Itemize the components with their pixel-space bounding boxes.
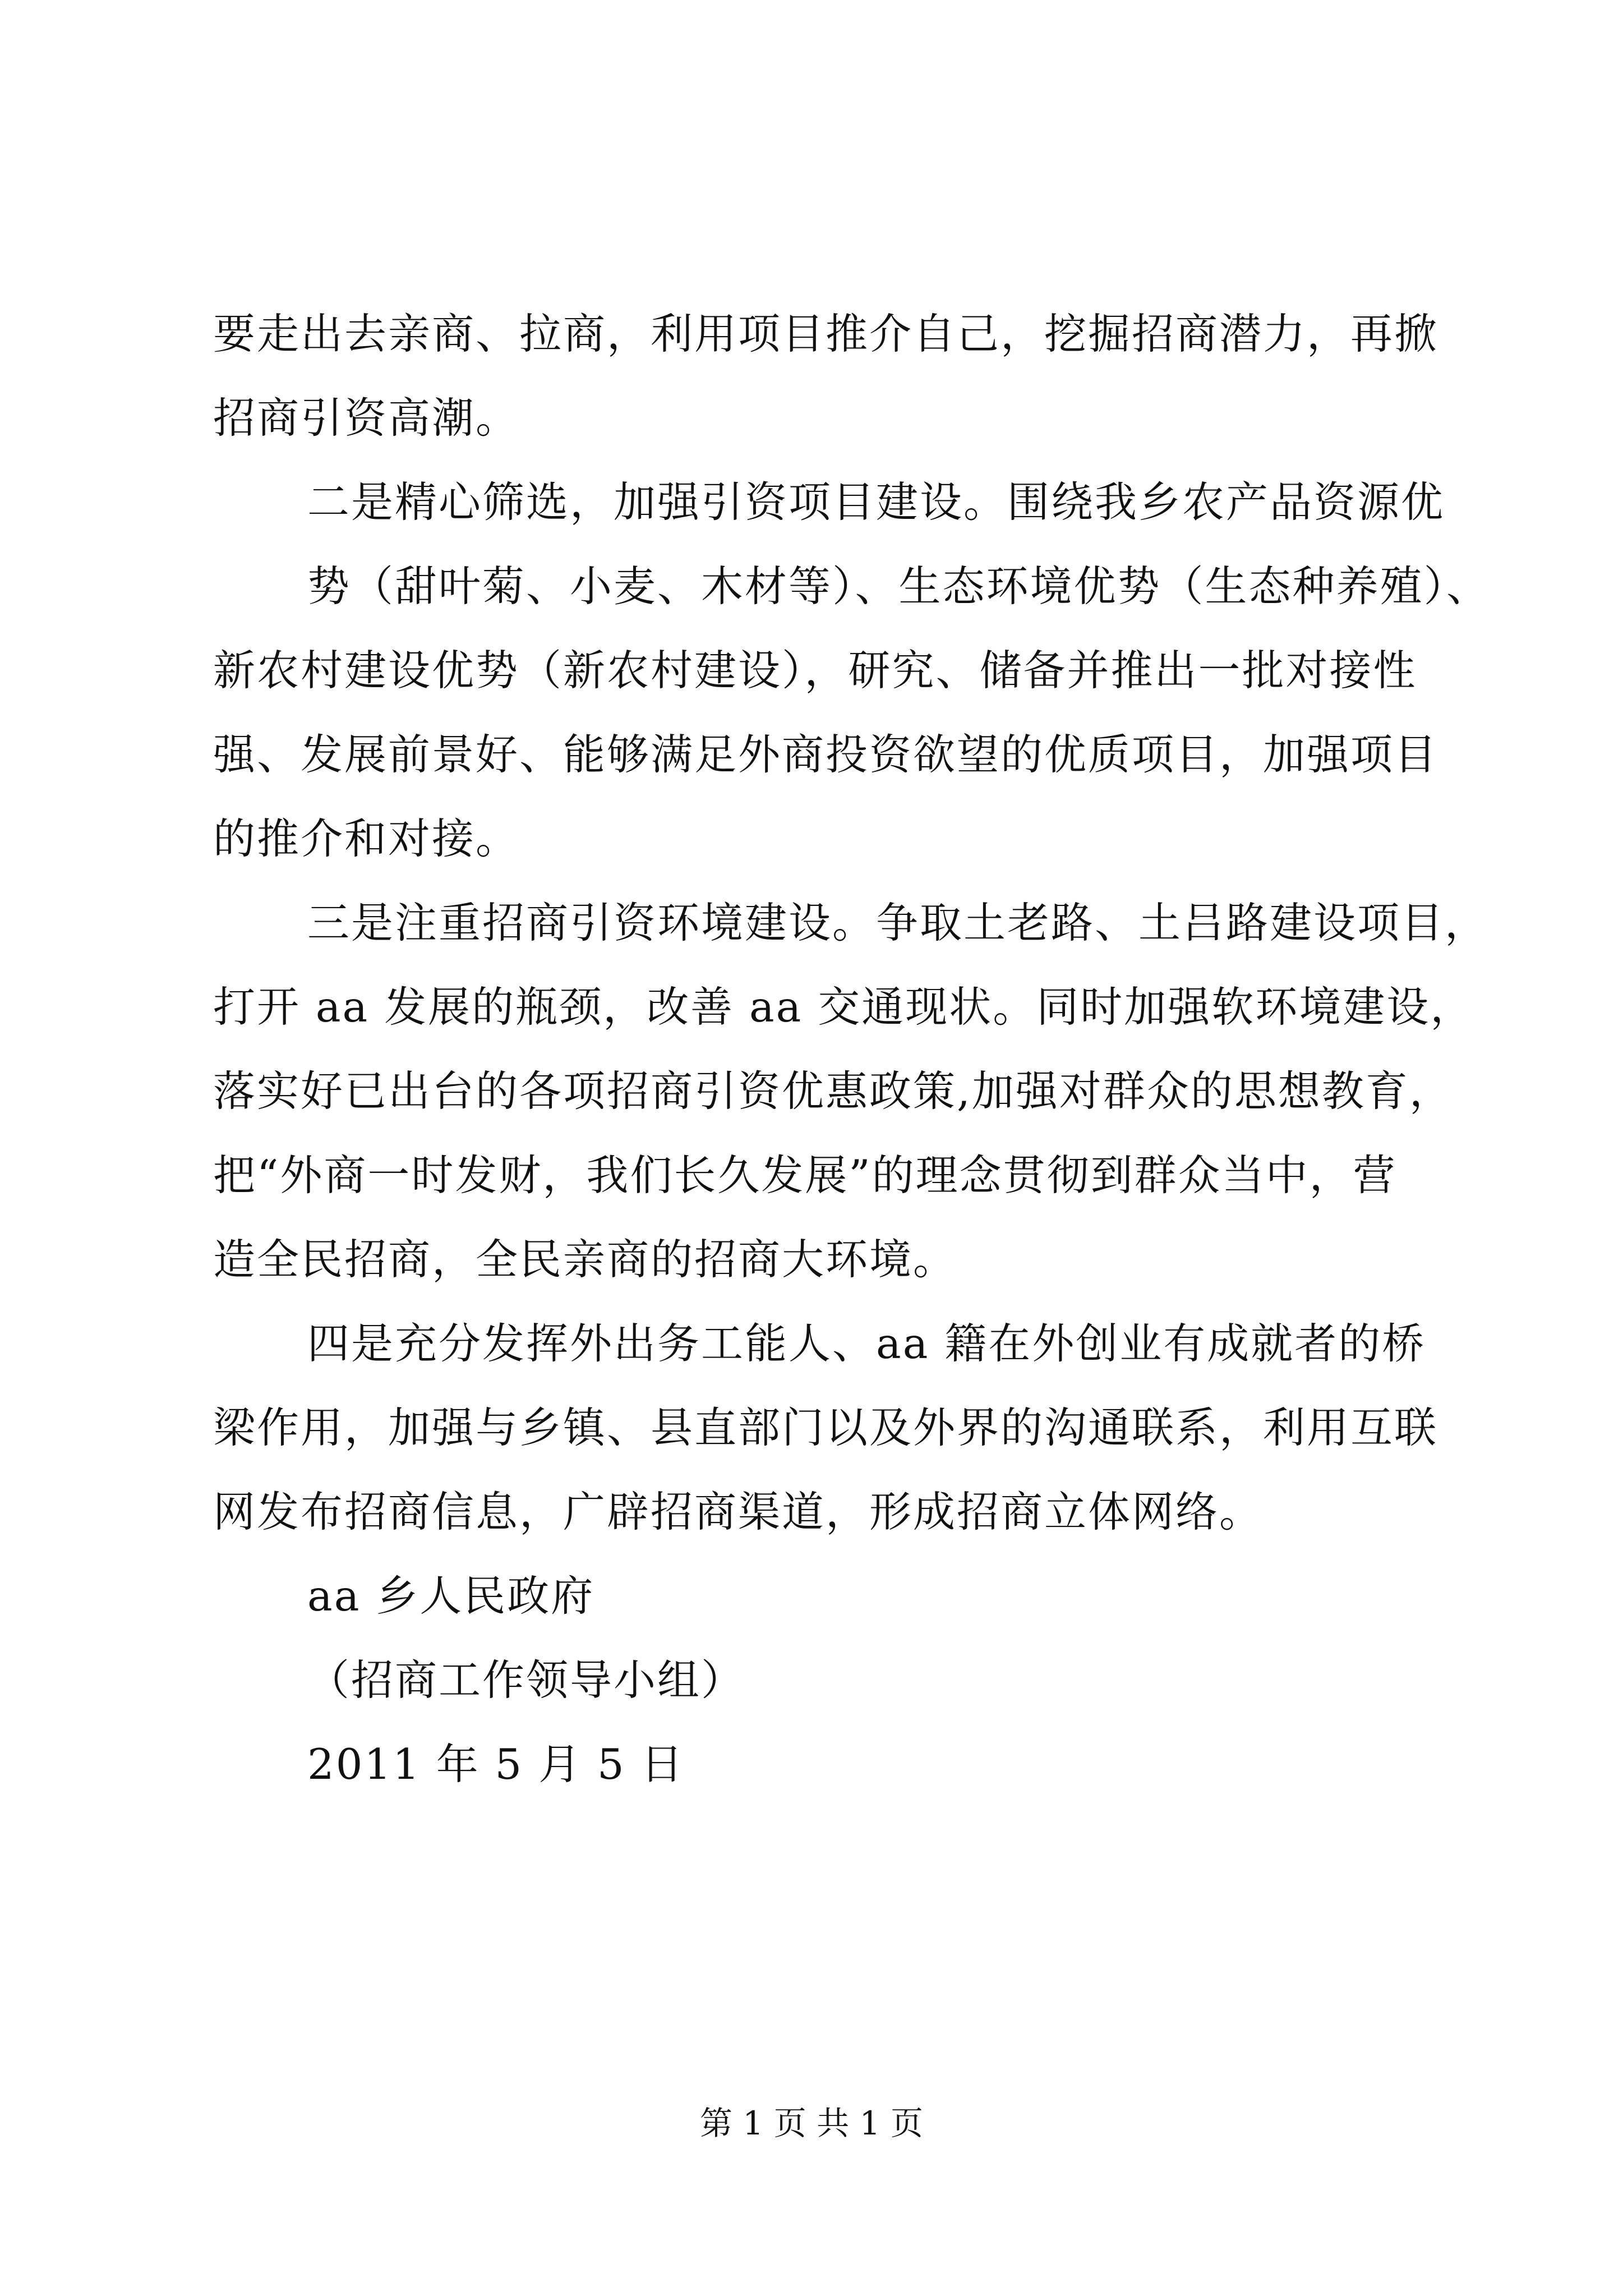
paragraph-2-line-2: 势（甜叶菊、小麦、木材等）、生态环境优势（生态种养殖）、 [307, 562, 1491, 611]
paragraph-4-line-3: 网发布招商信息，广辟招商渠道，形成招商立体网络。 [213, 1487, 1264, 1536]
signature-group: （招商工作领导小组） [307, 1655, 745, 1705]
paragraph-3-line-1: 三是注重招商引资环境建设。争取土老路、土吕路建设项目， [307, 898, 1489, 947]
paragraph-2-line-3: 新农村建设优势（新农村建设），研究、储备并推出一批对接性 [213, 646, 1417, 695]
signature-org: aa 乡人民政府 [307, 1571, 595, 1621]
paragraph-2-line-1: 二是精心筛选，加强引资项目建设。围绕我乡农产品资源优 [307, 477, 1445, 527]
paragraph-4-line-2: 梁作用，加强与乡镇、县直部门以及外界的沟通联系，利用互联 [213, 1403, 1438, 1452]
paragraph-4-line-1: 四是充分发挥外出务工能人、aa 籍在外创业有成就者的桥 [307, 1319, 1426, 1368]
paragraph-2-line-5: 的推介和对接。 [213, 814, 520, 863]
paragraph-3-line-2: 打开 aa 发展的瓶颈，改善 aa 交通现状。同时加强软环境建设， [213, 982, 1474, 1032]
paragraph-1-line-1: 要走出去亲商、拉商，利用项目推介自己，挖掘招商潜力，再掀 [213, 309, 1438, 358]
paragraph-3-line-3: 落实好已出台的各项招商引资优惠政策,加强对群众的思想教育， [213, 1066, 1453, 1116]
paragraph-2-line-4: 强、发展前景好、能够满足外商投资欲望的优质项目，加强项目 [213, 730, 1438, 779]
page-footer: 第 1 页 共 1 页 [700, 2104, 923, 2142]
paragraph-3-line-5: 造全民招商，全民亲商的招商大环境。 [213, 1235, 957, 1284]
paragraph-1-line-2: 招商引资高潮。 [213, 393, 520, 443]
signature-date: 2011 年 5 月 5 日 [307, 1740, 685, 1789]
paragraph-3-line-4: 把“外商一时发财，我们长久发展”的理念贯彻到群众当中，营 [213, 1151, 1397, 1200]
